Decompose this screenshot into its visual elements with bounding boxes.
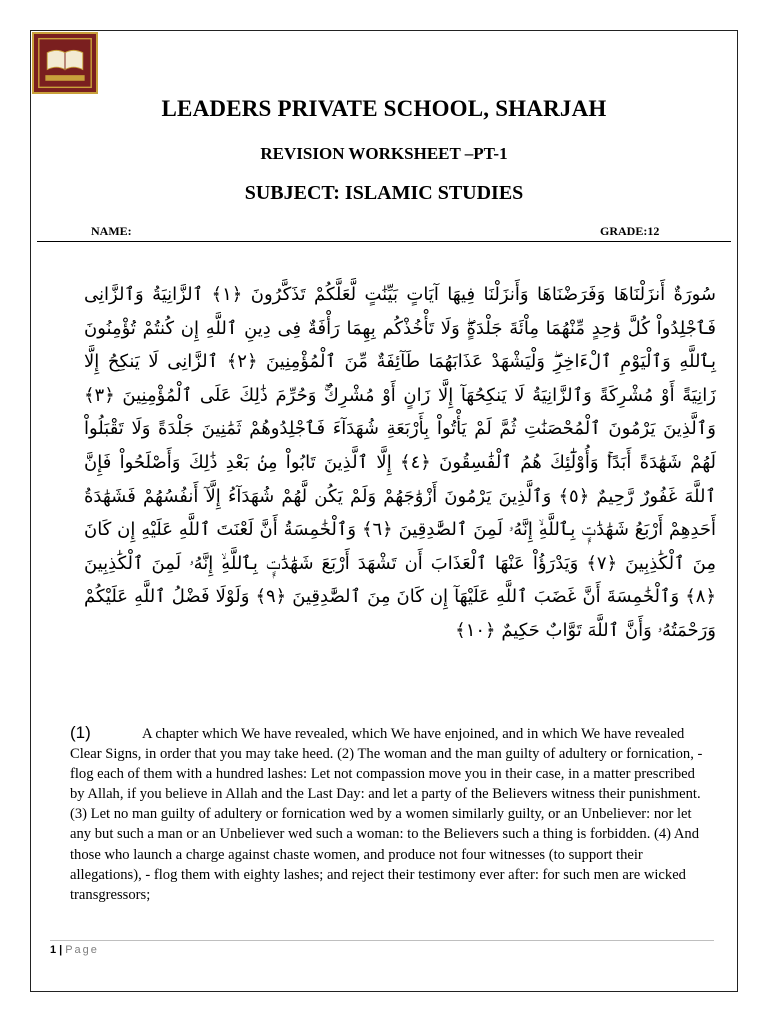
verse-number-marker: (1): [70, 723, 91, 742]
school-title: LEADERS PRIVATE SCHOOL, SHARJAH: [161, 96, 607, 121]
page-number: 1: [50, 944, 57, 956]
worksheet-title: REVISION WORKSHEET –PT-1: [260, 144, 508, 163]
english-translation: [70, 723, 710, 905]
header-divider: [37, 241, 731, 242]
page-word: Page: [65, 944, 99, 956]
name-label: NAME:: [91, 224, 132, 238]
footer-separator: |: [59, 944, 63, 956]
page-footer: [50, 944, 99, 956]
arabic-verses: سُورَةٌ أَنزَلْنَاهَا وَفَرَضْنَاهَا وَأَنزَلْنَا فِيهَا آيَاتٍ بَيِّنَٰتٍ لَّعَلَّكُمْ تَذَكَّرُونَ ﴿١﴾ ٱلزَّانِيَةُ وَٱلزَّانِى فَٱجْلِدُواْ كُلَّ وَٰحِدٍ مِّنْهُمَا مِاْئَةَ جَلْدَةٍ‌ۖ وَلَا تَأْخُذْكُم بِهِمَا رَأْفَةٌ فِى دِينِ ٱللَّهِ إِن كُنتُمْ تُؤْمِنُونَ بِٱللَّهِ وَٱلْيَوْمِ ٱلْءَاخِرِ‌ۖ وَلْيَشْهَدْ عَذَابَهُمَا طَآئِفَةٌ مِّنَ ٱلْمُؤْمِنِينَ ﴿٢﴾ ٱلزَّانِى لَا يَنكِحُ إِلَّا زَانِيَةً أَوْ مُشْرِكَةً وَٱلزَّانِيَةُ لَا يَنكِحُهَآ إِلَّا زَانٍ أَوْ مُشْرِكٌ‌ۚ وَحُرِّمَ ذَٰلِكَ عَلَى ٱلْمُؤْمِنِينَ ﴿٣﴾ وَٱلَّذِينَ يَرْمُونَ ٱلْمُحْصَنَٰتِ ثُمَّ لَمْ يَأْتُواْ بِأَرْبَعَةِ شُهَدَآءَ فَٱجْلِدُوهُمْ ثَمَٰنِينَ جَلْدَةً وَلَا تَقْبَلُواْ لَهُمْ شَهَٰدَةً أَبَدًا‌ۚ وَأُوْلَٰٓئِكَ هُمُ ٱلْفَٰسِقُونَ ﴿٤﴾ إِلَّا ٱلَّذِينَ تَابُواْ مِنۢ بَعْدِ ذَٰلِكَ وَأَصْلَحُواْ فَإِنَّ ٱللَّهَ غَفُورٌ رَّحِيمٌ ﴿٥﴾ وَٱلَّذِينَ يَرْمُونَ أَزْوَٰجَهُمْ وَلَمْ يَكُن لَّهُمْ شُهَدَآءُ إِلَّآ أَنفُسُهُمْ فَشَهَٰدَةُ أَحَدِهِمْ أَرْبَعُ شَهَٰدَٰتٍۭ بِٱللَّهِ‌ۙ إِنَّهُۥ لَمِنَ ٱلصَّٰدِقِينَ ﴿٦﴾ وَٱلْخَٰمِسَةُ أَنَّ لَعْنَتَ ٱللَّهِ عَلَيْهِ إِن كَانَ مِنَ ٱلْكَٰذِبِينَ ﴿٧﴾ وَيَدْرَؤُاْ عَنْهَا ٱلْعَذَابَ أَن تَشْهَدَ أَرْبَعَ شَهَٰدَٰتٍۭ بِٱللَّهِ‌ۙ إِنَّهُۥ لَمِنَ ٱلْكَٰذِبِينَ ﴿٨﴾ وَٱلْخَٰمِسَةَ أَنَّ غَضَبَ ٱللَّهِ عَلَيْهَآ إِن كَانَ مِنَ ٱلصَّٰدِقِينَ ﴿٩﴾ وَلَوْلَا فَضْلُ ٱللَّهِ عَلَيْكُمْ وَرَحْمَتُهُۥ وَأَنَّ ٱللَّهَ تَوَّابٌ حَكِيمٌ ﴿١٠﴾: [84, 284, 716, 641]
grade-label: GRADE:12: [600, 224, 660, 238]
school-crest-icon: [32, 32, 98, 94]
translation-text: A chapter which We have revealed, which We have enjoined, and in which We have revealed Clear Signs, in order that you may take heed. (2) The woman and the man guilty of adultery or fornication, - flog each of them with a hundred lashes: Let not compassion move you in their case, in a matter prescribed by Allah, if you believe in Allah and the Last Day: and let a party of the Believers witness their punishment. (3) Let no man guilty of adultery or fornication wed by a women similarly guilty, or an Unbeliever: nor let any but such a man or an Unbeliever wed such a woman: to the Believers such a thing is forbidden. (4) And those who launch a charge against chaste women, and produce not four witnesses (to support their allegations), - flog them with eighty lashes; and reject their testimony ever after: for such men are wicked transgressors;: [70, 726, 703, 903]
footer-divider: [50, 940, 714, 941]
subject-title: SUBJECT: ISLAMIC STUDIES: [244, 182, 524, 204]
